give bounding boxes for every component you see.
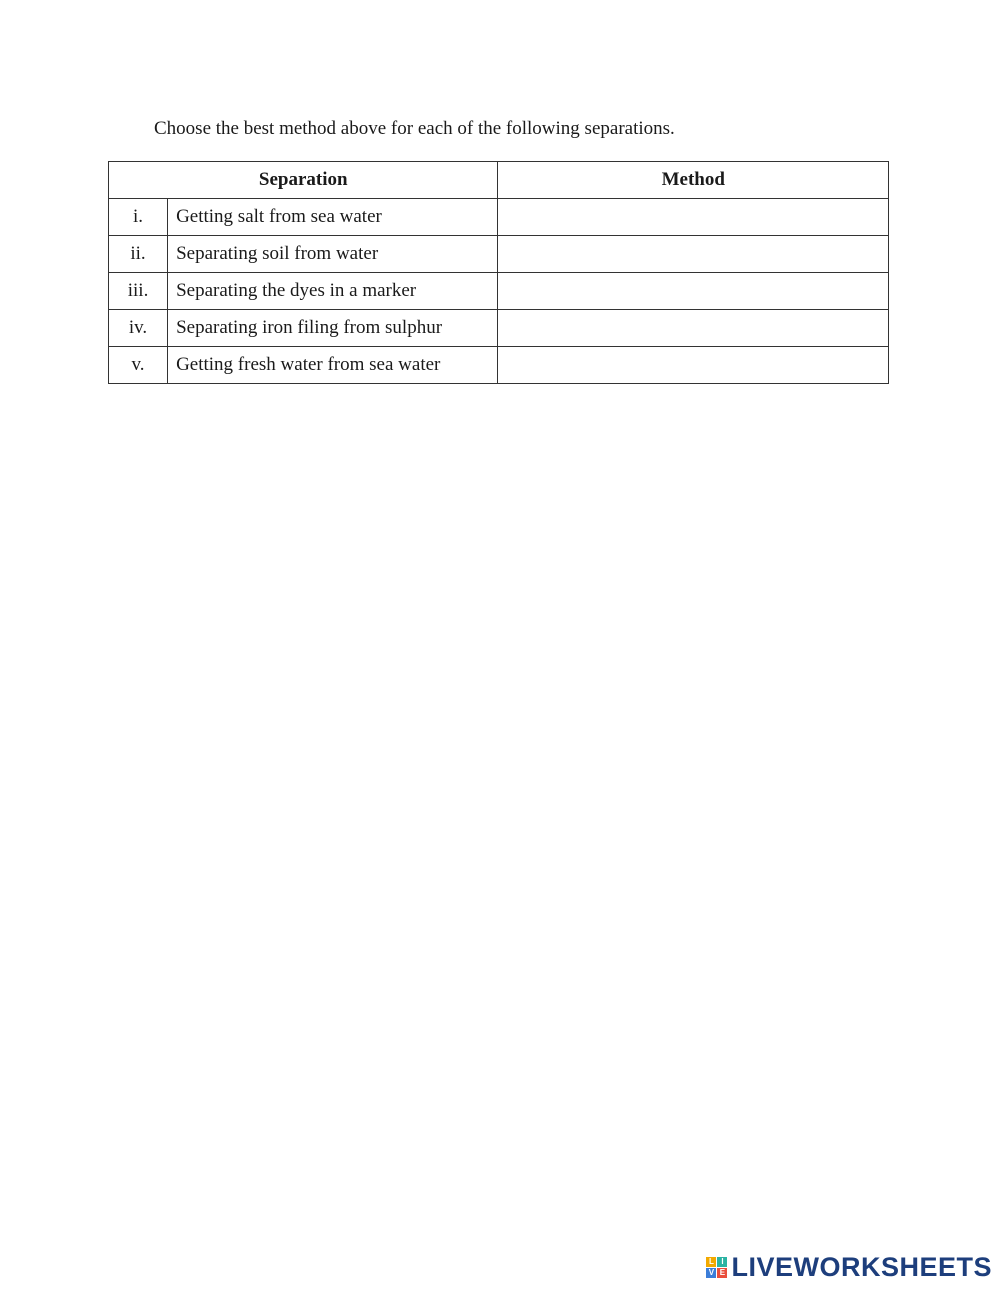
instruction-text: Choose the best method above for each of the following separations. xyxy=(154,118,675,139)
row-number: ii. xyxy=(109,236,168,273)
row-number: i. xyxy=(109,199,168,236)
method-input-3[interactable] xyxy=(506,273,880,309)
logo-letter-l: L xyxy=(706,1257,716,1267)
row-number: v. xyxy=(109,347,168,384)
method-cell xyxy=(498,347,889,384)
logo-letter-v: V xyxy=(706,1268,716,1278)
separation-table xyxy=(108,161,889,384)
logo-letter-i: I xyxy=(717,1257,727,1267)
method-input-4[interactable] xyxy=(506,310,880,346)
separation-cell: Separating soil from water xyxy=(168,236,498,273)
table-row xyxy=(109,347,889,384)
method-cell xyxy=(498,273,889,310)
separation-cell: Separating the dyes in a marker xyxy=(168,273,498,310)
header-method: Method xyxy=(498,162,889,199)
method-input-5[interactable] xyxy=(506,347,880,383)
table-row xyxy=(109,199,889,236)
header-separation: Separation xyxy=(109,162,498,199)
table-row xyxy=(109,236,889,273)
method-cell xyxy=(498,236,889,273)
separation-cell: Getting salt from sea water xyxy=(168,199,498,236)
row-number: iv. xyxy=(109,310,168,347)
logo-letter-e: E xyxy=(717,1268,727,1278)
liveworksheets-logo xyxy=(706,1252,992,1283)
logo-text: LIVEWORKSHEETS xyxy=(731,1252,992,1282)
logo-mark-icon xyxy=(706,1257,727,1278)
method-cell xyxy=(498,199,889,236)
table-row xyxy=(109,273,889,310)
method-input-1[interactable] xyxy=(506,199,880,235)
separation-cell: Getting fresh water from sea water xyxy=(168,347,498,384)
separation-cell: Separating iron filing from sulphur xyxy=(168,310,498,347)
method-cell xyxy=(498,310,889,347)
table-header-row xyxy=(109,162,889,199)
method-input-2[interactable] xyxy=(506,236,880,272)
row-number: iii. xyxy=(109,273,168,310)
table-row xyxy=(109,310,889,347)
